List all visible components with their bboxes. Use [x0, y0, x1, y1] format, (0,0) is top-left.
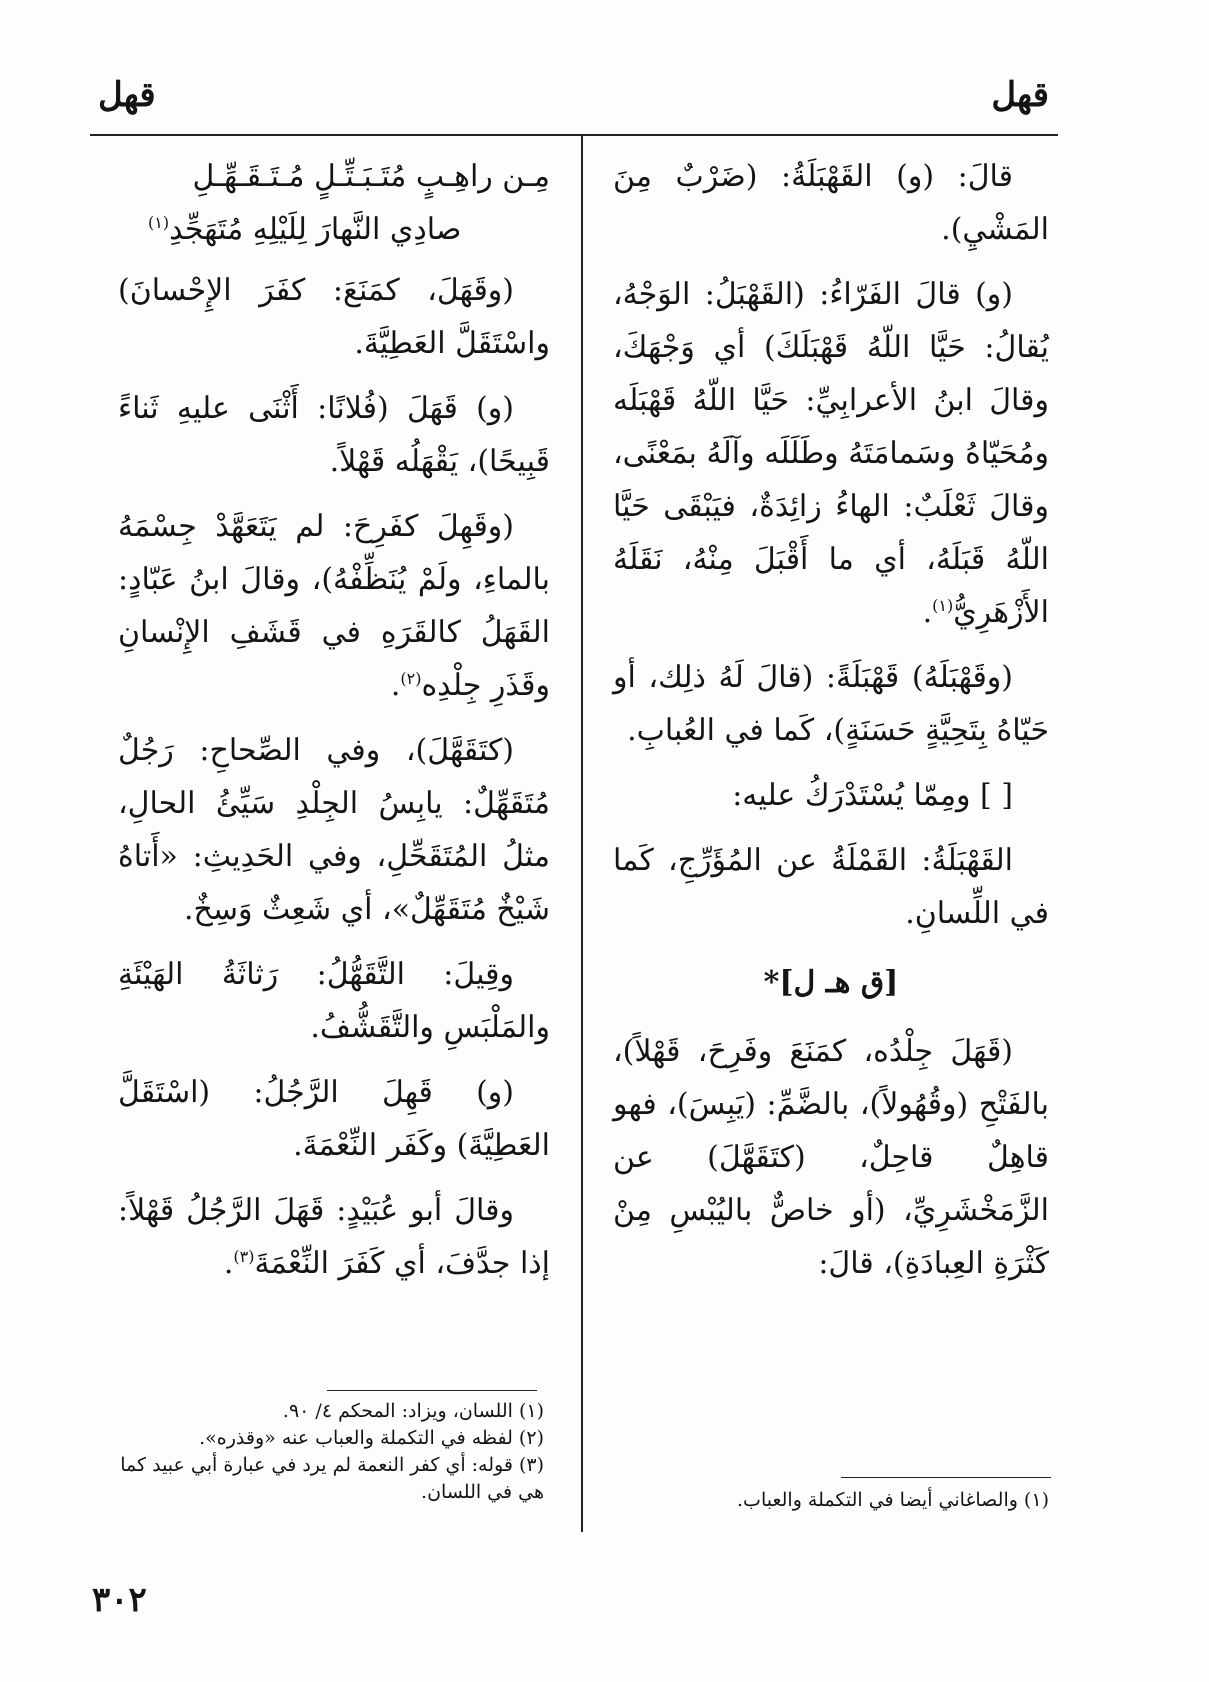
paragraph: قالَ: (و) القَهْبَلَةُ: (ضَرْبٌ مِنَ المَشْيِ).	[613, 159, 1049, 247]
footnote: (١) اللسان، ويزاد: المحكم ٤/ ٩٠.	[282, 1400, 544, 1422]
verse-line-2	[118, 203, 550, 256]
paragraph: (وقَهَلَ، كمَنَعَ: كفَرَ الإِحْسانَ) واسْتَقَلَّ العَطِيَّةَ.	[118, 273, 550, 361]
running-head-right: قهل	[991, 75, 1049, 115]
footnote-rule	[327, 1390, 537, 1391]
paragraph-end: .	[922, 595, 933, 630]
paragraph: (كتَقَهَّلَ)، وفي الصِّحاحِ: رَجُلٌ مُتَقَهِّلٌ: يابِسُ الجِلْدِ سَيِّئُ الحالِ، مثلُ المُتَقَحِّلِ، وفي الحَدِيثِ: «أَتاهُ شَيْخٌ مُتَقَهِّلٌ»، أي شَعِثٌ وَسِخٌ.	[118, 733, 550, 927]
header-rule	[90, 134, 1058, 136]
paragraph	[118, 500, 550, 712]
paragraph-text: (و) قالَ الفَرّاءُ: (القَهْبَلُ: الوَجْهُ، يُقالُ: حَيَّا اللّهُ قَهْبَلَكَ) أي وَجْهَكَ، وقالَ ابنُ الأعرابِيِّ: حَيَّا اللّهُ قَهْبَلَه ومُحَيّاهُ وسَمامَتَهُ وطَلَلَه وآلَهُ بمَعْنًى، وقالَ ثَعْلَبٌ: الهاءُ زائِدَةٌ، فيَبْقَى حَيَّا اللّهُ قَبَلَهُ، أي ما أَقْبَلَ مِنْهُ، نَقَلَهُ الأَزْهَرِيُّ	[613, 277, 1049, 630]
footnote-ref: (١)	[932, 596, 954, 615]
paragraph-text: (وقَهِلَ كفَرِحَ: لم يَتَعَهَّدْ جِسْمَهُ بالماءِ، ولَمْ يُنَظِّفْهُ)، وقالَ ابنُ عَبّادٍ: القَهَلُ كالقَرَهِ في قَشَفِ الإِنْسانِ وقَذَرِ جِلْدِه	[118, 509, 550, 703]
verse	[118, 150, 550, 256]
paragraph: (قَهَلَ جِلْدُه، كمَنَعَ وفَرِحَ، قَهْلاً)، بالفَتْحِ (وقُهُولاً)، بالضَّمِّ: (يَبِسَ)، فهو قاهِلٌ قاحِلٌ، (كتَقَهَّلَ) عن الزَّمَخْشَرِيِّ، (أو خاصٌّ باليُبْسِ مِنْ كَثْرَةِ العِبادَةِ)، قالَ:	[613, 1034, 1049, 1281]
footnote-ref: (٣)	[233, 1247, 255, 1266]
footnote: (٣) قوله: أي كفر النعمة لم يرد في عبارة أبي عبيد كما هي في اللسان.	[120, 1454, 544, 1503]
paragraph	[118, 1184, 550, 1290]
entry-heading: [ق هـ ل]*	[763, 965, 899, 1000]
paragraph	[613, 268, 1049, 639]
paragraph: القَهْبَلَةُ: القَمْلَةُ عن المُؤَرِّجِ، كَما في اللِّسانِ.	[613, 843, 1049, 931]
verse-line-2-text: صادِي النَّهارَ لِلَيْلِهِ مُتَهَجِّدِ	[169, 212, 462, 247]
right-column	[613, 150, 1049, 1302]
left-column	[118, 150, 550, 1302]
footnote-ref: (٢)	[400, 669, 422, 688]
footnotes-left	[104, 1398, 544, 1506]
paragraph: وقِيلَ: التَّقَهُّلُ: رَثاثَةُ الهَيْئَةِ والمَلْبَسِ والتَّقَشُّفُ.	[118, 957, 550, 1045]
paragraph: (و) قَهَلَ (فُلانًا: أَثْنَى عليهِ ثَناءً قَبِيحًا)، يَقْهَلُه قَهْلاً.	[118, 391, 550, 479]
running-head-left: قهل	[98, 75, 156, 115]
footnote: (١) والصاغاني أيضا في التكملة والعباب.	[737, 1489, 1049, 1511]
paragraph-end: .	[223, 1246, 234, 1281]
paragraph: [ ] ومِمّا يُسْتَدْرَكُ عليه:	[732, 778, 1013, 813]
footnotes-right	[619, 1487, 1049, 1514]
column-divider	[581, 134, 583, 1532]
verse-line-1: مِـن راهِـبٍ مُتَـبَـتِّـلٍ مُـتَـقَـهِّـلِ	[192, 159, 550, 194]
paragraph-text: وقالَ أبو عُبَيْدٍ: قَهَلَ الرَّجُلُ قَهْلاً: إذا جدَّفَ، أي كَفَرَ النِّعْمَةَ	[118, 1193, 550, 1281]
paragraph: (و) قَهِلَ الرَّجُلُ: (اسْتَقَلَّ العَطِيَّةَ) وكَفَر النِّعْمَةَ.	[118, 1075, 550, 1163]
paragraph-end: .	[390, 668, 401, 703]
footnote: (٢) لفظه في التكملة والعباب عنه «وقذره».	[199, 1427, 544, 1449]
page-number: ٣٠٢	[92, 1580, 147, 1620]
footnote-rule	[841, 1477, 1051, 1478]
footnote-ref: (١)	[148, 213, 170, 232]
paragraph: (وقَهْبَلَهُ) قَهْبَلَةً: (قالَ لَهُ ذلِك، أو حَيّاهُ بِتَحِيَّةٍ حَسَنَةٍ)، كَما في العُبابِ.	[613, 660, 1049, 748]
